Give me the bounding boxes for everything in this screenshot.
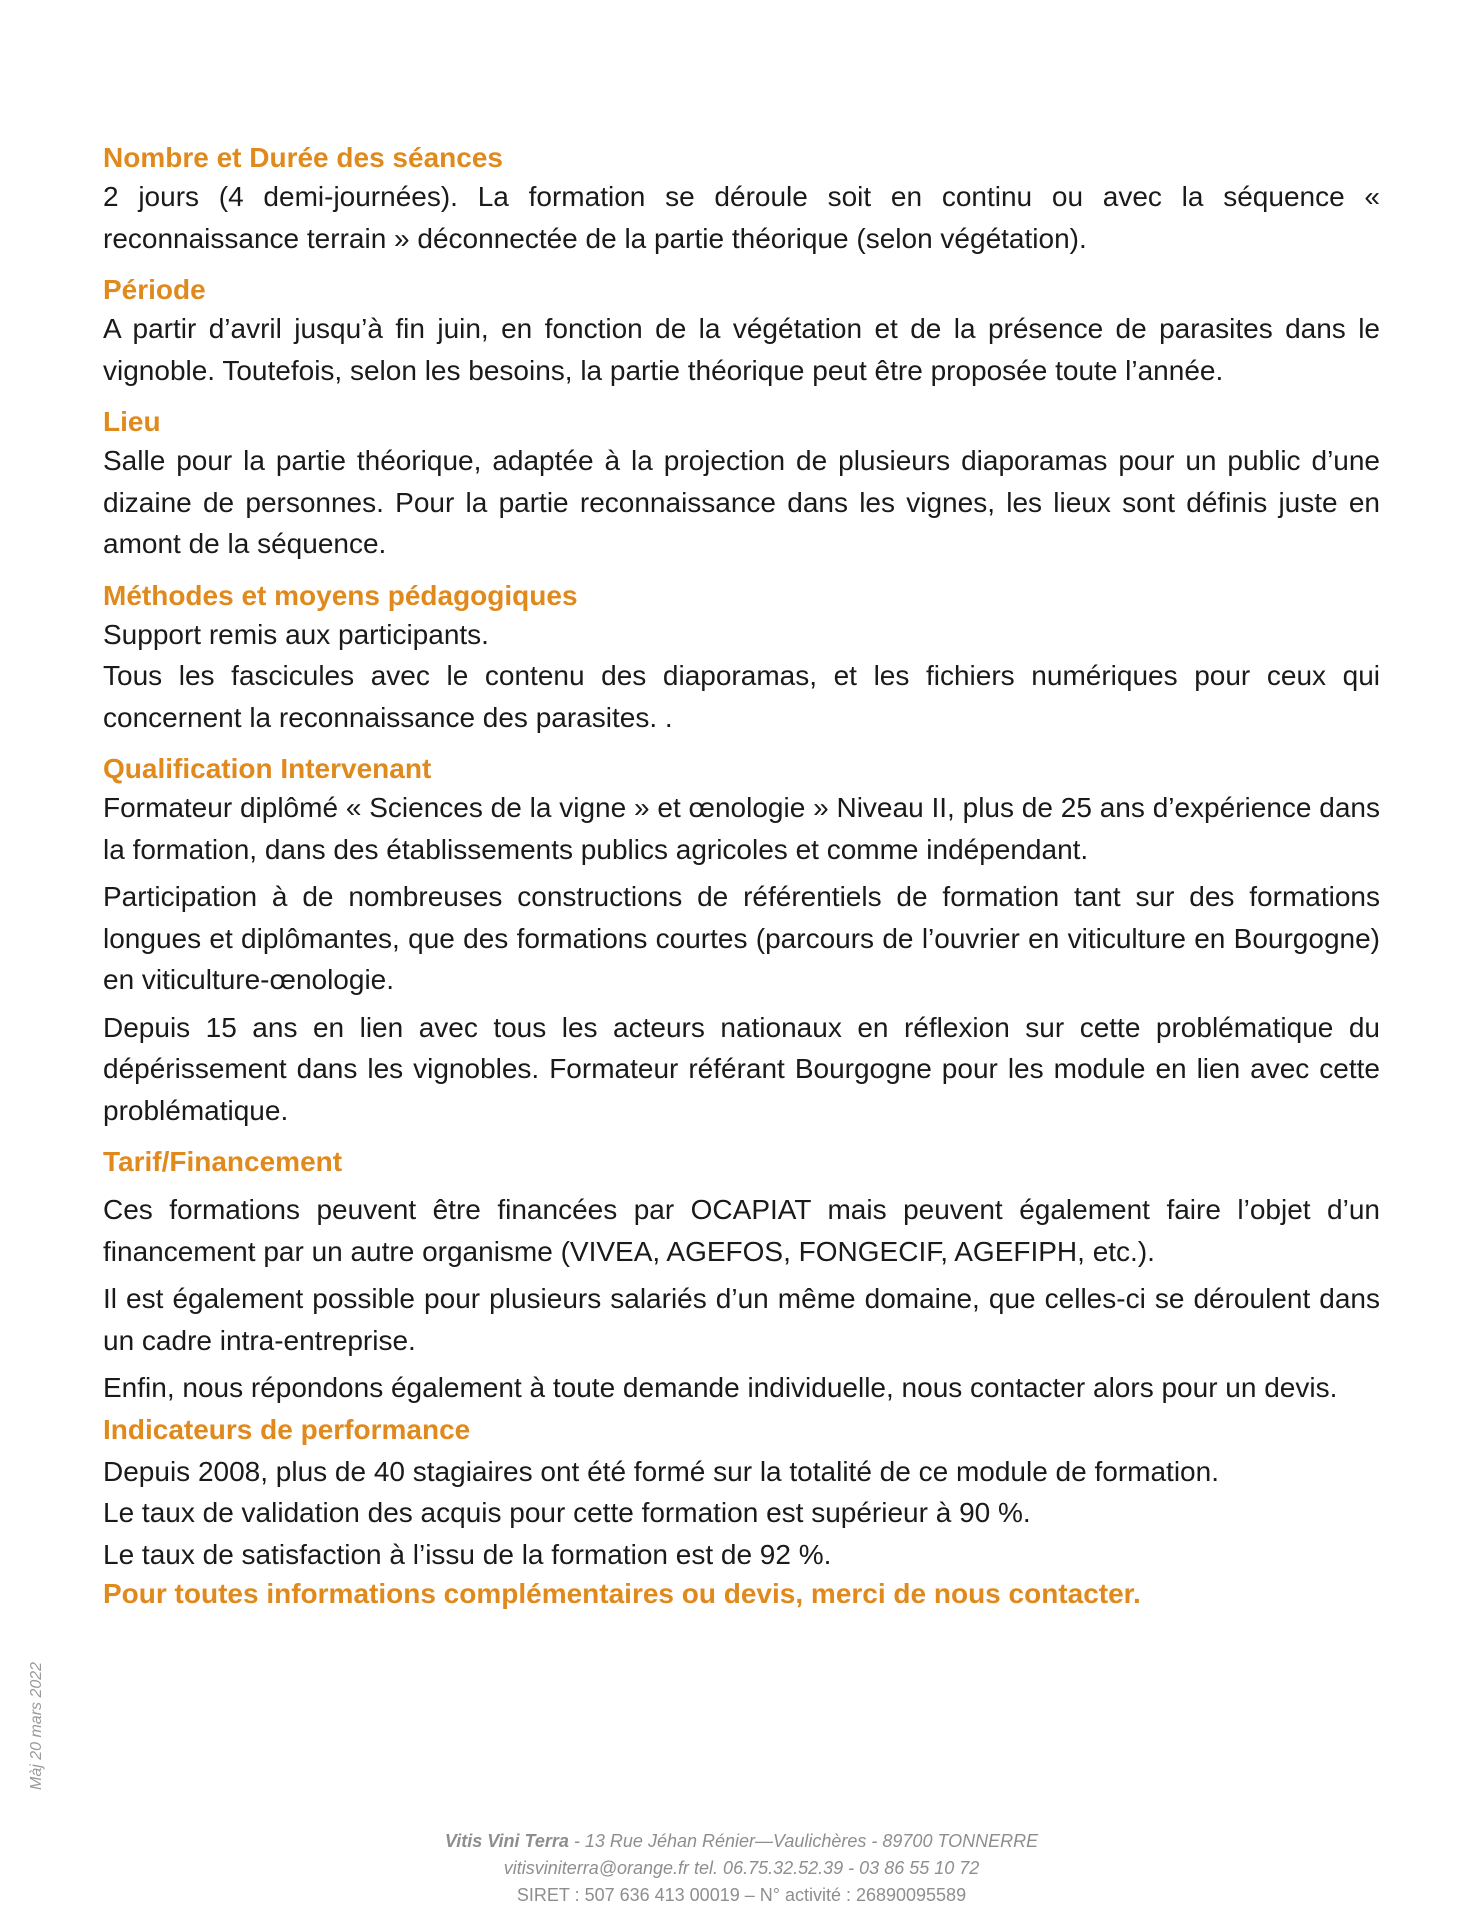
section-paragraph: Il est également possible pour plusieurs salariés d’un même domaine, que celles-ci se déroulent dans un cadre intra-entreprise. (103, 1283, 1380, 1356)
section-paragraph: Enfin, nous répondons également à toute demande individuelle, nous contacter alors pour un devis. (103, 1372, 1338, 1403)
footer-email[interactable]: vitisviniterra@orange.fr (503, 1858, 690, 1878)
section-paragraph: Le taux de satisfaction à l’issu de la formation est de 92 %. (103, 1538, 832, 1570)
section-methodes (103, 578, 1380, 739)
section-paragraph: Salle pour la partie théorique, adaptée à la projection de plusieurs diaporamas pour un public d’une dizaine de personnes. Pour la partie reconnaissance dans les vignes, les lieux sont définis juste en amont de la séquence. (103, 445, 1380, 559)
section-paragraph: Ces formations peuvent être financées par OCAPIAT mais peuvent également faire l’objet d’un financement par un autre organisme (VIVEA, AGEFOS, FONGECIF, AGEFIPH, etc.). (103, 1194, 1380, 1267)
footer-organization: Vitis Vini Terra (444, 1831, 569, 1851)
section-indicateurs (103, 1412, 1380, 1576)
section-title: Période (103, 274, 206, 305)
section-paragraph: Support remis aux participants. (103, 618, 489, 650)
section-title: Méthodes et moyens pédagogiques (103, 579, 578, 611)
section-title: Lieu (103, 406, 161, 437)
section-periode (103, 272, 1380, 391)
section-lieu (103, 404, 1380, 565)
footer-phone: tel. 06.75.32.52.39 - 03 86 55 10 72 (689, 1858, 980, 1878)
section-title: Indicateurs de performance (103, 1413, 471, 1445)
section-tarif (103, 1144, 1380, 1409)
section-qualification (103, 751, 1380, 1131)
section-paragraph: A partir d’avril jusqu’à fin juin, en fonction de la végétation et de la présence de parasites dans le vignoble. Toutefois, selon les besoins, la partie théorique peut être proposée toute l’année. (103, 313, 1380, 386)
section-paragraph: Formateur diplômé « Sciences de la vigne » et œnologie » Niveau II, plus de 25 ans d’expérience dans la formation, dans des établissements publics agricoles et comme indépendant. (103, 792, 1380, 865)
section-paragraph: Participation à de nombreuses constructions de référentiels de formation tant sur des formations longues et diplômantes, que des formations courtes (parcours de l’ouvrier en viticulture en Bourgogne) en viticulture-œnologie. (103, 881, 1380, 995)
section-paragraph: Tous les fascicules avec le contenu des diaporamas, et les fichiers numériques pour ceux qui concernent la reconnaissance des parasites. . (103, 660, 1380, 733)
section-paragraph: Depuis 2008, plus de 40 stagiaires ont été formé sur la totalité de ce module de formation. (103, 1455, 1219, 1487)
section-title: Qualification Intervenant (103, 753, 432, 784)
contact-call-to-action: Pour toutes informations complémentaires ou devis, merci de nous contacter. (103, 1578, 1141, 1609)
section-seances (103, 140, 1380, 259)
page-footer (0, 1828, 1483, 1909)
section-title: Nombre et Durée des séances (103, 142, 503, 173)
section-paragraph: Depuis 15 ans en lien avec tous les acteurs nationaux en réflexion sur cette problématique du dépérissement dans les vignobles. Formateur référant Bourgogne pour les module en lien avec cette problématique. (103, 1011, 1380, 1126)
update-date-note: Màj 20 mars 2022 (28, 1661, 45, 1790)
section-paragraph: 2 jours (4 demi-journées). La formation se déroule soit en continu ou avec la séquence « reconnaissance terrain » déconnectée de la partie théorique (selon végétation). (103, 181, 1380, 254)
footer-address-line (0, 1828, 1483, 1855)
section-paragraph: Le taux de validation des acquis pour cette formation est supérieur à 90 %. (103, 1497, 1031, 1528)
footer-siret: SIRET : 507 636 413 00019 – N° activité : 26890095589 (516, 1885, 967, 1905)
document-body (103, 140, 1380, 1613)
footer-contact-line (0, 1855, 1483, 1882)
section-title: Tarif/Financement (103, 1146, 343, 1177)
footer-address: - 13 Rue Jéhan Rénier—Vaulichères - 89700 TONNERRE (568, 1831, 1039, 1851)
